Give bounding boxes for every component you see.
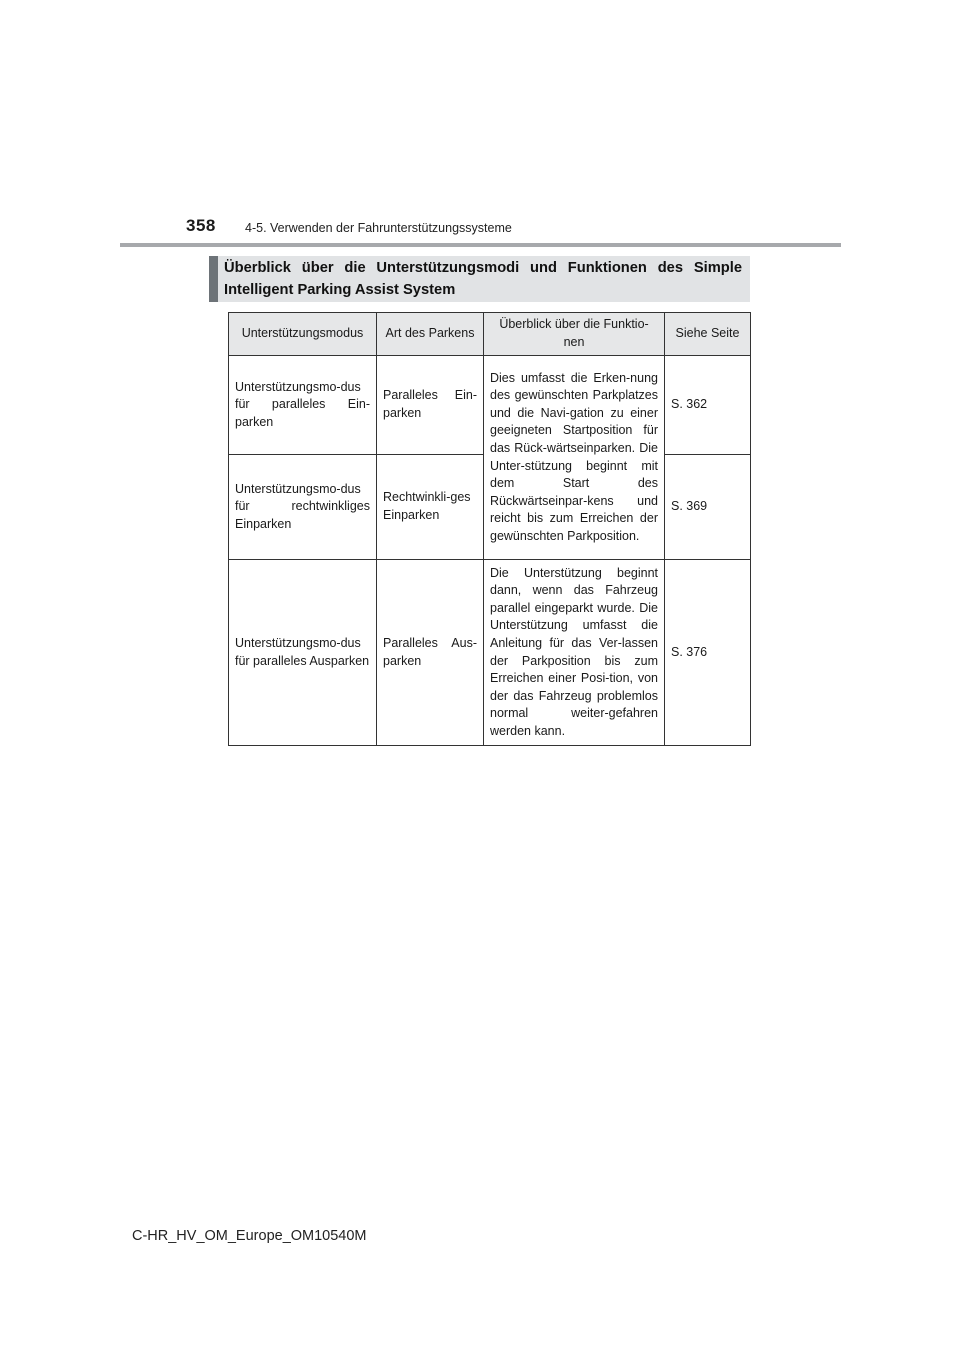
overview-table <box>228 312 751 746</box>
section-heading: Überblick über die Unterstützungsmodi und Funktionen des Simple Intelligent Parking Assist System <box>224 260 742 298</box>
type-cell: Paralleles Ein-parken <box>377 356 484 455</box>
header-rule <box>120 243 841 247</box>
table-row <box>229 356 751 455</box>
mode-cell: Unterstützungsmo-dus für paralleles Ein-parken <box>229 356 377 455</box>
column-header-type: Art des Parkens <box>377 313 484 356</box>
mode-cell: Unterstützungsmo-dus für paralleles Ausparken <box>229 560 377 746</box>
heading-accent-bar <box>209 256 218 302</box>
table-header-row <box>229 313 751 356</box>
overview-cell: Die Unterstützung beginnt dann, wenn das Fahrzeug parallel eingeparkt wurde. Die Unterstützung umfasst die Anleitung für das Ver-lassen der Parkposition bis zum Erreichen einer Posi-tion, von der das Fahrzeug problemlos normal weiter-gefahren werden kann. <box>484 560 665 746</box>
table-row <box>229 560 751 746</box>
page-ref-cell: S. 362 <box>665 356 751 455</box>
section-heading-box <box>209 256 750 302</box>
mode-cell: Unterstützungsmo-dus für rechtwinkliges Einparken <box>229 455 377 560</box>
page-ref-cell: S. 369 <box>665 455 751 560</box>
type-cell: Rechtwinkli-ges Einparken <box>377 455 484 560</box>
overview-cell: Dies umfasst die Erken-nung des gewünschten Parkplatzes und die Navi-gation zu einer geeigneten Startposition für das Rück-wärtseinparken. Die Unter-stützung beginnt mit dem Start des Rückwärtseinpar-kens und reicht bis zum Erreichen der gewünschten Parkposition. <box>484 356 665 560</box>
column-header-page: Siehe Seite <box>665 313 751 356</box>
document-footer: C-HR_HV_OM_Europe_OM10540M <box>132 1228 367 1244</box>
page-number: 358 <box>186 216 216 235</box>
section-title: 4-5. Verwenden der Fahrunterstützungssysteme <box>245 221 512 235</box>
column-header-mode: Unterstützungsmodus <box>229 313 377 356</box>
page-ref-cell: S. 376 <box>665 560 751 746</box>
column-header-overview: Überblick über die Funktio-nen <box>484 313 665 356</box>
type-cell: Paralleles Aus-parken <box>377 560 484 746</box>
